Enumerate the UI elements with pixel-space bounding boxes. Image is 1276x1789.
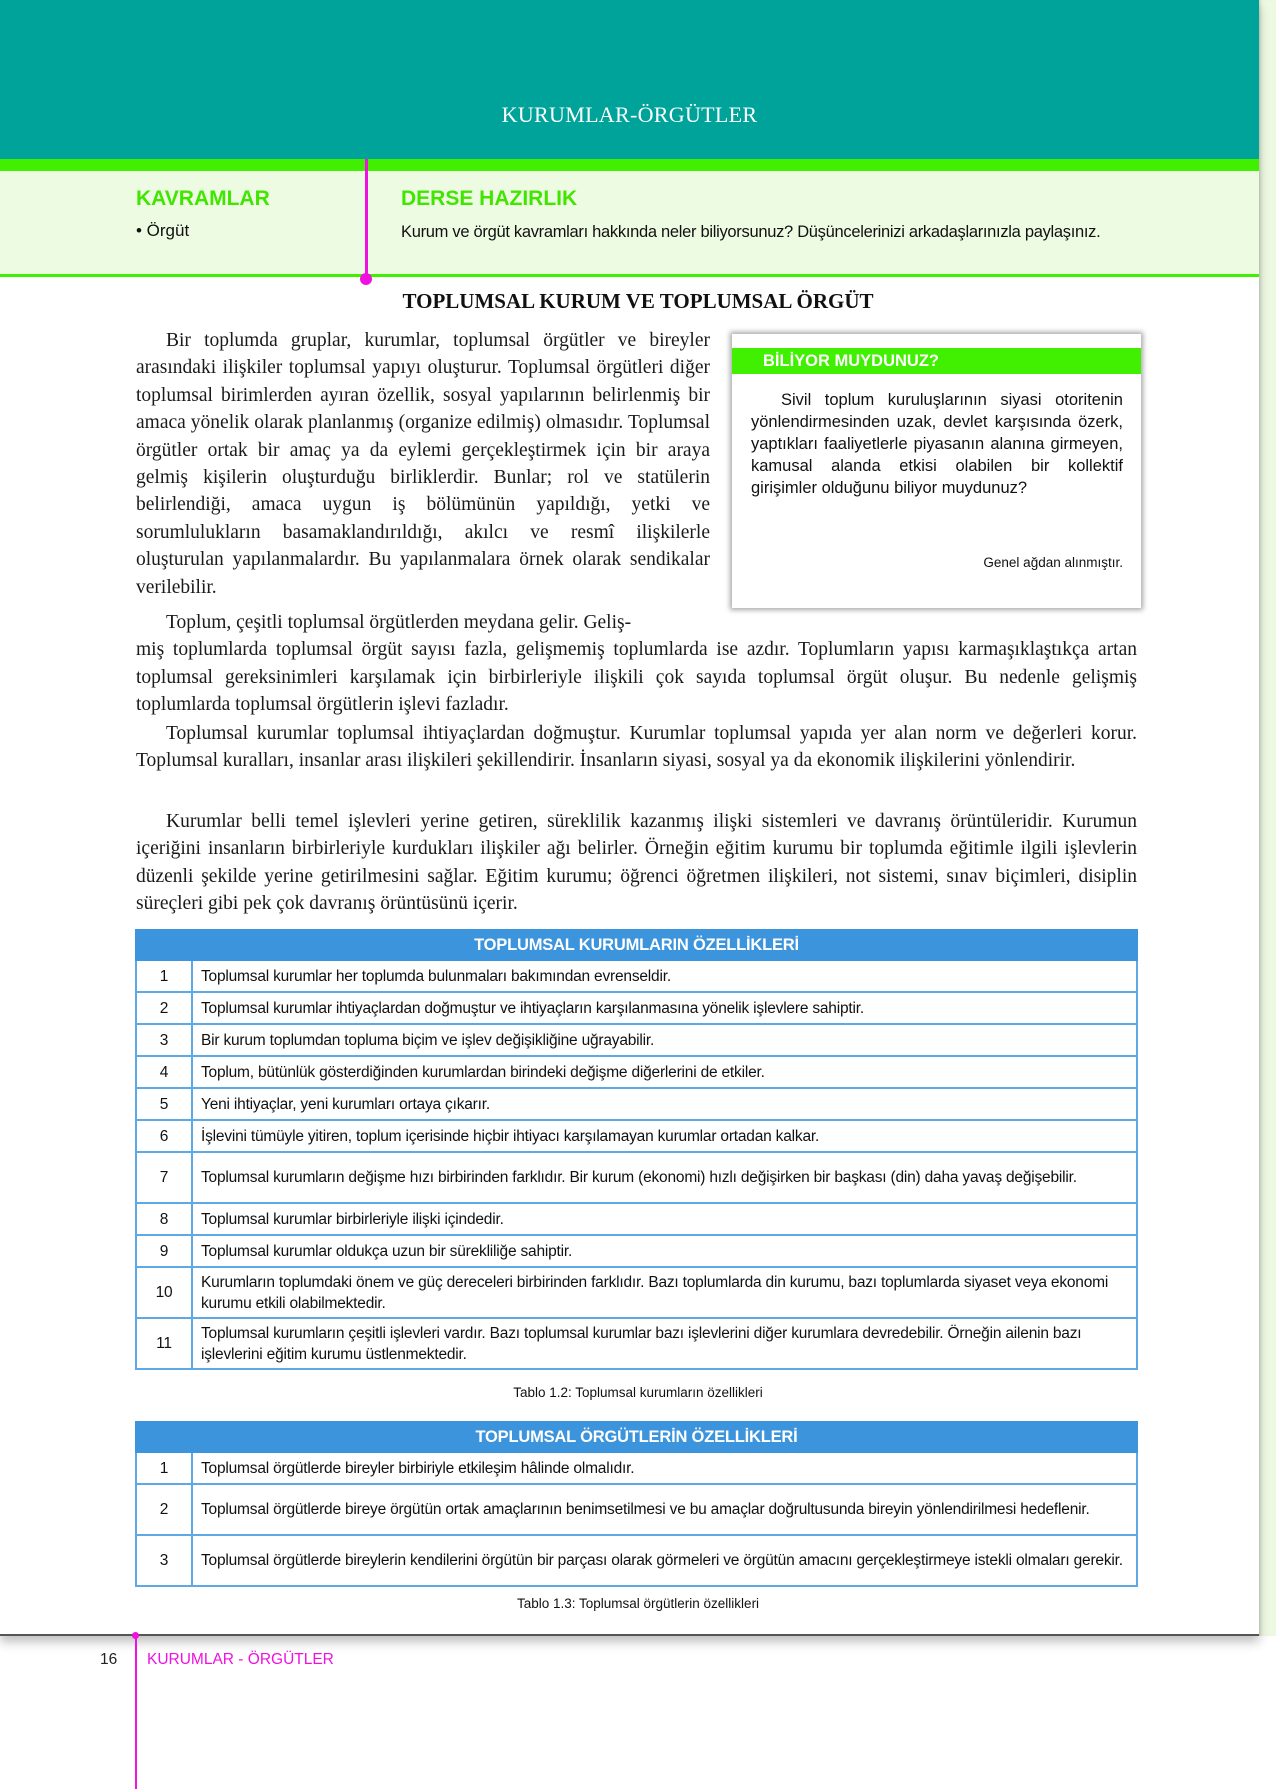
- institutions-features-table: [135, 929, 1138, 1370]
- row-number: 3: [136, 1024, 192, 1056]
- row-number: 2: [136, 1484, 192, 1535]
- page-number: 16: [100, 1651, 118, 1668]
- table-row: [136, 1120, 1137, 1152]
- table-row: [136, 1484, 1137, 1535]
- row-number: 8: [136, 1203, 192, 1235]
- divider-line: [365, 159, 368, 277]
- accent-bar: [0, 159, 1259, 171]
- row-number: 1: [136, 1452, 192, 1484]
- paragraph-4: Kurumlar belli temel işlevleri yerine getiren, süreklilik kazanmış ilişki sistemleri ve davranış örüntüleridir. Kurumun içeriğini insanların birbirleriyle kurdukları ilişkiler ağı belirler. Örneğin eğitim kurumu bir toplumda eğitimle ilgili işlevlerin düzenli şekilde yerine getirilmesini sağlar. Eğitim kurumu; öğrenci öğretmen ilişkileri, not sistemi, sınav biçimleri, disiplin süreçleri gibi pek çok davranış örüntüsünü içerir.: [136, 811, 1137, 915]
- row-number: 10: [136, 1267, 192, 1318]
- row-text: Kurumların toplumdaki önem ve güç dereceleri birbirinden farklıdır. Bazı toplumlarda din kurumu, bazı toplumlarda siyaset veya ekonomi kurumu etkili olabilmektedir.: [192, 1267, 1137, 1318]
- row-number: 6: [136, 1120, 192, 1152]
- footer-title: KURUMLAR - ÖRGÜTLER: [147, 1651, 334, 1668]
- row-number: 9: [136, 1235, 192, 1267]
- row-number: 2: [136, 992, 192, 1024]
- did-you-know-text: [751, 389, 1123, 499]
- row-text: Toplum, bütünlük gösterdiğinden kurumlardan birindeki değişme diğerlerini de etkiler.: [192, 1056, 1137, 1088]
- paragraph-3: Toplumsal kurumlar toplumsal ihtiyaçlardan doğmuştur. Kurumlar toplumsal yapıda yer alan norm ve değerleri korur. Toplumsal kuralları, insanlar arası ilişkileri şekillendirir. İnsanların siyasi, sosyal ya da ekonomik ilişkilerini yönlendirir.: [136, 723, 1137, 772]
- table-row: [136, 1318, 1137, 1369]
- row-text: Toplumsal kurumlar oldukça uzun bir sürekliliğe sahiptir.: [192, 1235, 1137, 1267]
- did-you-know-source: Genel ağdan alınmıştır.: [983, 555, 1123, 570]
- chapter-title: KURUMLAR-ÖRGÜTLER: [501, 102, 758, 127]
- row-text: Toplumsal kurumlar her toplumda bulunmaları bakımından evrenseldir.: [192, 960, 1137, 992]
- table-caption: Tablo 1.2: Toplumsal kurumların özellikleri: [513, 1385, 763, 1400]
- row-text: Toplumsal kurumların çeşitli işlevleri vardır. Bazı toplumsal kurumlar bazı işlevlerini diğer kurumlara devredebilir. Örneğin ailenin bazı işlevlerini eğitim kurumu üstlenmektedir.: [192, 1318, 1137, 1369]
- table-header: TOPLUMSAL KURUMLARIN ÖZELLİKLERİ: [136, 930, 1137, 960]
- row-text: Yeni ihtiyaçlar, yeni kurumları ortaya çıkarır.: [192, 1088, 1137, 1120]
- row-text: Toplumsal kurumların değişme hızı birbirinden farklıdır. Bir kurum (ekonomi) hızlı değişirken bir başkası (din) daha yavaş değişebilir.: [192, 1152, 1137, 1203]
- footer-divider-line: [135, 1635, 137, 1789]
- paragraph-2-rest: miş toplumlarda toplumsal örgüt sayısı fazla, gelişmemiş toplumlarda ise azdır. Toplumların yapısı karmaşıklaştıkça artan toplumsal gereksinimleri karşılamak için birbirleriyle ilişkili çok sayıda toplumsal örgüt oluşur. Bu nedenle gelişmiş toplumlarda toplumsal örgütlerin işlevi fazladır.: [136, 639, 1137, 716]
- divider-dot: [360, 273, 372, 285]
- paragraph-2-first-line: Toplum, çeşitli toplumsal örgütlerden meydana gelir. Geliş-: [166, 612, 632, 633]
- paragraph-2: [136, 609, 1137, 719]
- paragraph-1: Bir toplumda gruplar, kurumlar, toplumsal örgütler ve bireyler arasındaki ilişkiler toplumsal yapıyı oluşturur. Toplumsal örgütleri diğer toplumsal birimlerden ayıran özellik, sosyal yapılarının belirlenmiş bir amaca yönelik olarak planlanmış (organize edilmiş) olmasıdır. Toplumsal örgütler ortak bir amaç ya da eylemi gerçekleştirmek için bir araya gelmiş kişilerin oluşturduğu birliklerdir. Bunlar; rol ve statülerin belirlendiği, amaca uygun iş bölümünün yapıldığı, yetki ve sorumlulukların basamaklandırıldığı, akılcı ve resmî ilişkilerle oluşturulan yapılanmalardır. Bu yapılanmalara örnek olarak sendikalar verilebilir.: [136, 330, 710, 598]
- table-row: [136, 1056, 1137, 1088]
- row-number: 5: [136, 1088, 192, 1120]
- row-number: 7: [136, 1152, 192, 1203]
- row-number: 3: [136, 1535, 192, 1586]
- table-row: [136, 1152, 1137, 1203]
- table-row: [136, 1452, 1137, 1484]
- row-number: 11: [136, 1318, 192, 1369]
- table-row: [136, 1024, 1137, 1056]
- table-row: [136, 992, 1137, 1024]
- lesson-prep-text: Kurum ve örgüt kavramları hakkında neler biliyorsunuz? Düşüncelerinizi arkadaşlarınızla paylaşınız.: [401, 223, 1101, 241]
- section-title: TOPLUMSAL KURUM VE TOPLUMSAL ÖRGÜT: [402, 289, 874, 313]
- row-text: Toplumsal kurumlar ihtiyaçlardan doğmuştur ve ihtiyaçların karşılanmasına yönelik işlevlere sahiptir.: [192, 992, 1137, 1024]
- table-row: [136, 1203, 1137, 1235]
- row-text: Toplumsal örgütlerde bireye örgütün ortak amaçlarının benimsetilmesi ve bu amaçlar doğrultusunda bireyin yönlendirilmesi hedeflenir.: [192, 1484, 1137, 1535]
- did-you-know-title: BİLİYOR MUYDUNUZ?: [732, 348, 1141, 374]
- lesson-prep-heading: DERSE HAZIRLIK: [401, 187, 578, 210]
- row-text: Bir kurum toplumdan topluma biçim ve işlev değişikliğine uğrayabilir.: [192, 1024, 1137, 1056]
- concepts-heading: KAVRAMLAR: [136, 187, 270, 210]
- concept-item: • Örgüt: [136, 221, 190, 240]
- header-band: [0, 0, 1259, 159]
- table-header: TOPLUMSAL ÖRGÜTLERİN ÖZELLİKLERİ: [136, 1422, 1137, 1452]
- table-row: [136, 1235, 1137, 1267]
- row-text: Toplumsal kurumlar birbirleriyle ilişki içindedir.: [192, 1203, 1137, 1235]
- row-text: Toplumsal örgütlerde bireylerin kendilerini örgütün bir parçası olarak görmeleri ve örgütün amacını gerçekleştirmeye istekli olmaları gerekir.: [192, 1535, 1137, 1586]
- did-you-know-paragraph: Sivil toplum kuruluşlarının siyasi otoritenin yönlendirmesinden uzak, devlet karşısında özerk, yaptıkları faaliyetlerle piyasanın alanına girmeyen, kamusal alanda etkisi olabilen bir kollektif girişimler olduğunu biliyor muydunuz?: [751, 391, 1123, 497]
- table-row: [136, 960, 1137, 992]
- did-you-know-box: [732, 334, 1141, 608]
- row-number: 4: [136, 1056, 192, 1088]
- table-row: [136, 1535, 1137, 1586]
- row-number: 1: [136, 960, 192, 992]
- table-caption: Tablo 1.3: Toplumsal örgütlerin özellikleri: [516, 1596, 760, 1611]
- organizations-features-table: [135, 1421, 1138, 1587]
- table-row: [136, 1267, 1137, 1318]
- table-row: [136, 1088, 1137, 1120]
- row-text: Toplumsal örgütlerde bireyler birbiriyle etkileşim hâlinde olmalıdır.: [192, 1452, 1137, 1484]
- row-text: İşlevini tümüyle yitiren, toplum içerisinde hiçbir ihtiyacı karşılamayan kurumlar ortadan kalkar.: [192, 1120, 1137, 1152]
